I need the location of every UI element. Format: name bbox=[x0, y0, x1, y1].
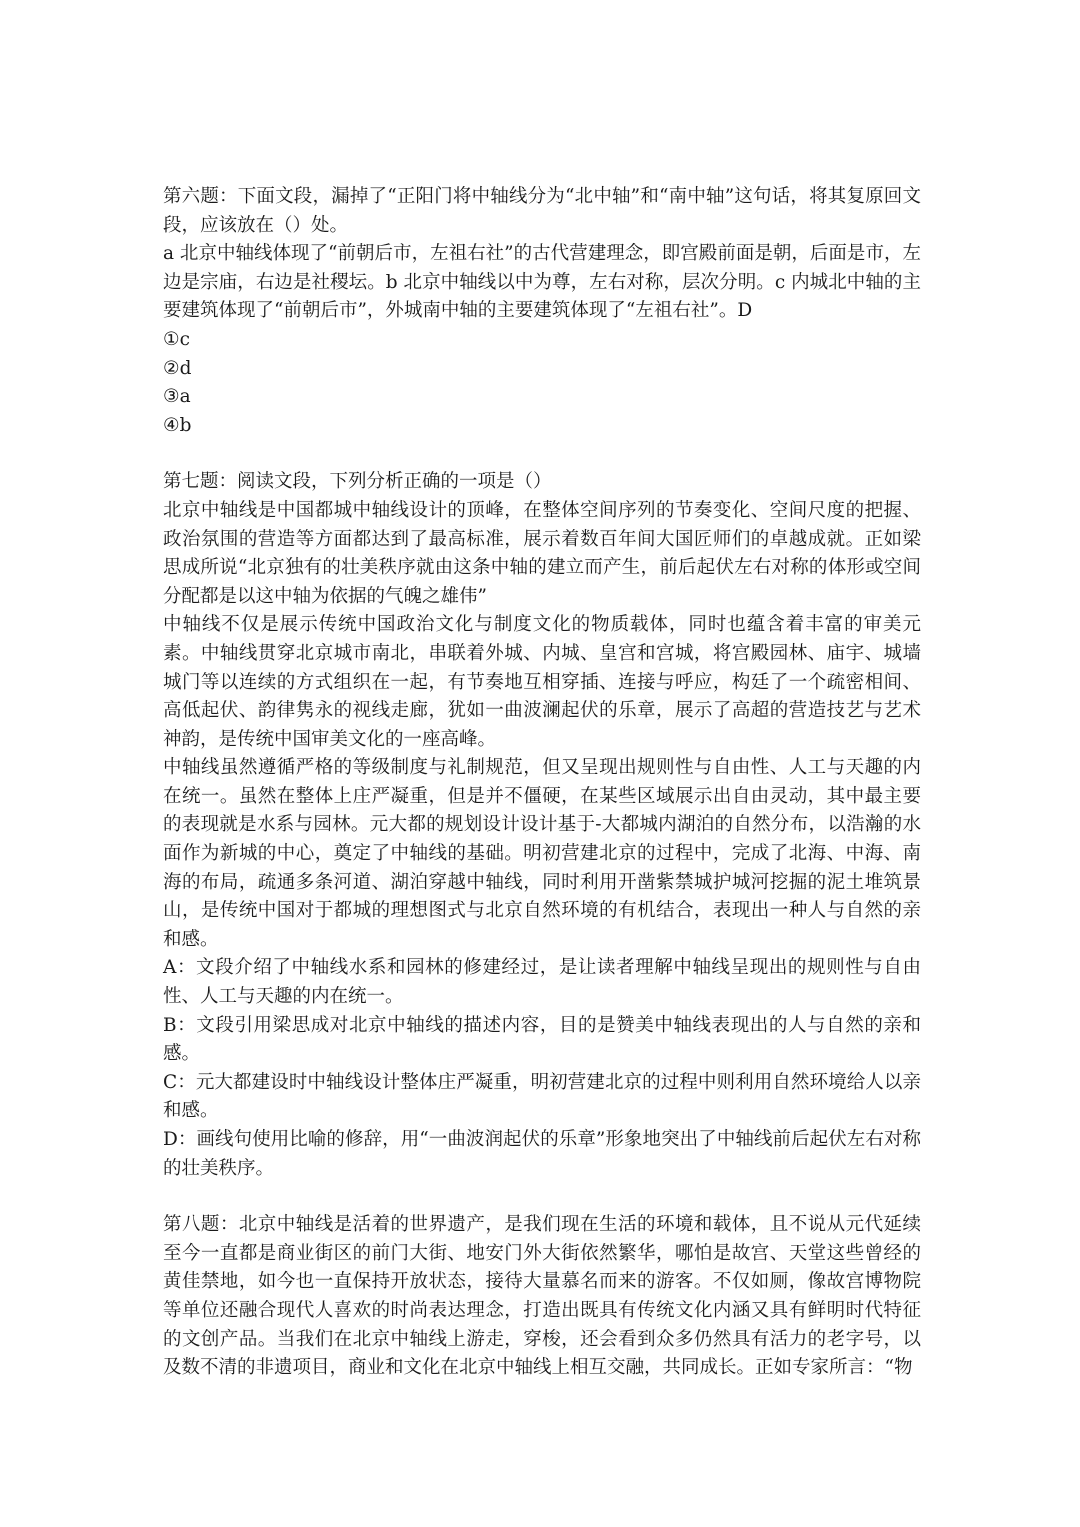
question-7-stem: 第七题：阅读文段，下列分析正确的一项是（） bbox=[163, 471, 552, 493]
question-6-passage: a 北京中轴线体现了“前朝后市，左祖右社”的古代营建理念，即宫殿前面是朝，后面是市，左边是宗庙，右边是社稷坛。b 北京中轴线以中为尊，左右对称，层次分明。c 内城北中轴的主要建筑体现了“前朝后市”，外城南中轴的主要建筑体现了“左祖右社”。D bbox=[163, 243, 921, 322]
document-page bbox=[163, 183, 921, 1383]
option-1: ①c bbox=[163, 328, 190, 350]
question-7-paragraph-3: 中轴线虽然遵循严格的等级制度与礼制规范，但又呈现出规则性与自由性、人工与天趣的内在统一。虽然在整体上庄严凝重，但是并不僵硬，在某些区域展示出自由灵动，其中最主要的表现就是水系与园林。元大都的规划设计设计基于-大都城内湖泊的自然分布，以浩瀚的水面作为新城的中心，奠定了中轴线的基础。明初营建北京的过程中，完成了北海、中海、南海的布局，疏通多条河道、湖泊穿越中轴线，同时利用开凿紫禁城护城河挖掘的泥土堆筑景山，是传统中国对于都城的理想图式与北京自然环境的有机结合，表现出一种人与自然的亲和感。 bbox=[163, 757, 921, 950]
option-2: ②d bbox=[163, 357, 192, 379]
question-7-option-b: B：文段引用梁思成对北京中轴线的描述内容，目的是赞美中轴线表现出的人与自然的亲和感。 bbox=[163, 1014, 921, 1065]
question-8-stem: 第八题：北京中轴线是活着的世界遗产，是我们现在生活的环境和载体，且不说从元代延续至今一直都是商业街区的前门大街、地安门外大街依然繁华，哪怕是故宫、天堂这些曾经的黄佳禁地，如今也一直保持开放状态，接待大量慕名而来的游客。不仅如厕，像故宫博物院等单位还融合现代人喜欢的时尚表达理念，打造出既具有传统文化内涵又具有鲜明时代特征的文创产品。当我们在北京中轴线上游走，穿梭，还会看到众多仍然具有活力的老字号，以及数不清的非遗项目，商业和文化在北京中轴线上相互交融，共同成长。正如专家所言：“物 bbox=[163, 1214, 921, 1379]
question-7-paragraph-1: 北京中轴线是中国都城中轴线设计的顶峰，在整体空间序列的节奏变化、空间尺度的把握、政治氛围的营造等方面都达到了最高标准，展示着数百年间大国匠师们的卓越成就。正如梁思成所说“北京独有的壮美秩序就由这条中轴的建立而产生，前后起伏左右对称的体形或空间分配都是以这中轴为依据的气魄之雄伟” bbox=[163, 499, 921, 607]
question-7-option-d: D：画线句使用比喻的修辞，用“一曲波润起伏的乐章”形象地突出了中轴线前后起伏左右对称的壮美秩序。 bbox=[163, 1129, 921, 1179]
question-6-options bbox=[163, 326, 921, 440]
question-6-stem: 第六题：下面文段，漏掉了“正阳门将中轴线分为“北中轴”和“南中轴”这句话，将其复原回文段，应该放在（）处。 bbox=[163, 186, 921, 236]
question-7 bbox=[163, 468, 921, 1183]
question-7-option-a: A：文段介绍了中轴线水系和园林的修建经过，是让读者理解中轴线呈现出的规则性与自由性、人工与天趣的内在统一。 bbox=[163, 957, 921, 1008]
question-8 bbox=[163, 1211, 921, 1383]
question-7-option-c: C：元大都建设时中轴线设计整体庄严凝重，明初营建北京的过程中则利用自然环境给人以亲和感。 bbox=[163, 1071, 921, 1122]
option-4: ④b bbox=[163, 414, 192, 436]
option-3: ③a bbox=[163, 386, 191, 408]
section-gap bbox=[163, 440, 921, 468]
question-7-paragraph-2: 中轴线不仅是展示传统中国政治文化与制度文化的物质载体，同时也蕴含着丰富的审美元素。中轴线贯穿北京城市南北，串联着外城、内城、皇宫和宫城，将宫殿园林、庙宇、城墙城门等以连续的方式组织在一起，有节奏地互相穿插、连接与呼应，构廷了一个疏密相间、高低起伏、韵律隽永的视线走廊，犹如一曲波澜起伏的乐章，展示了高超的营造技艺与艺术神韵，是传统中国审美文化的一座高峰。 bbox=[163, 614, 921, 750]
question-6 bbox=[163, 183, 921, 440]
section-gap bbox=[163, 1183, 921, 1211]
